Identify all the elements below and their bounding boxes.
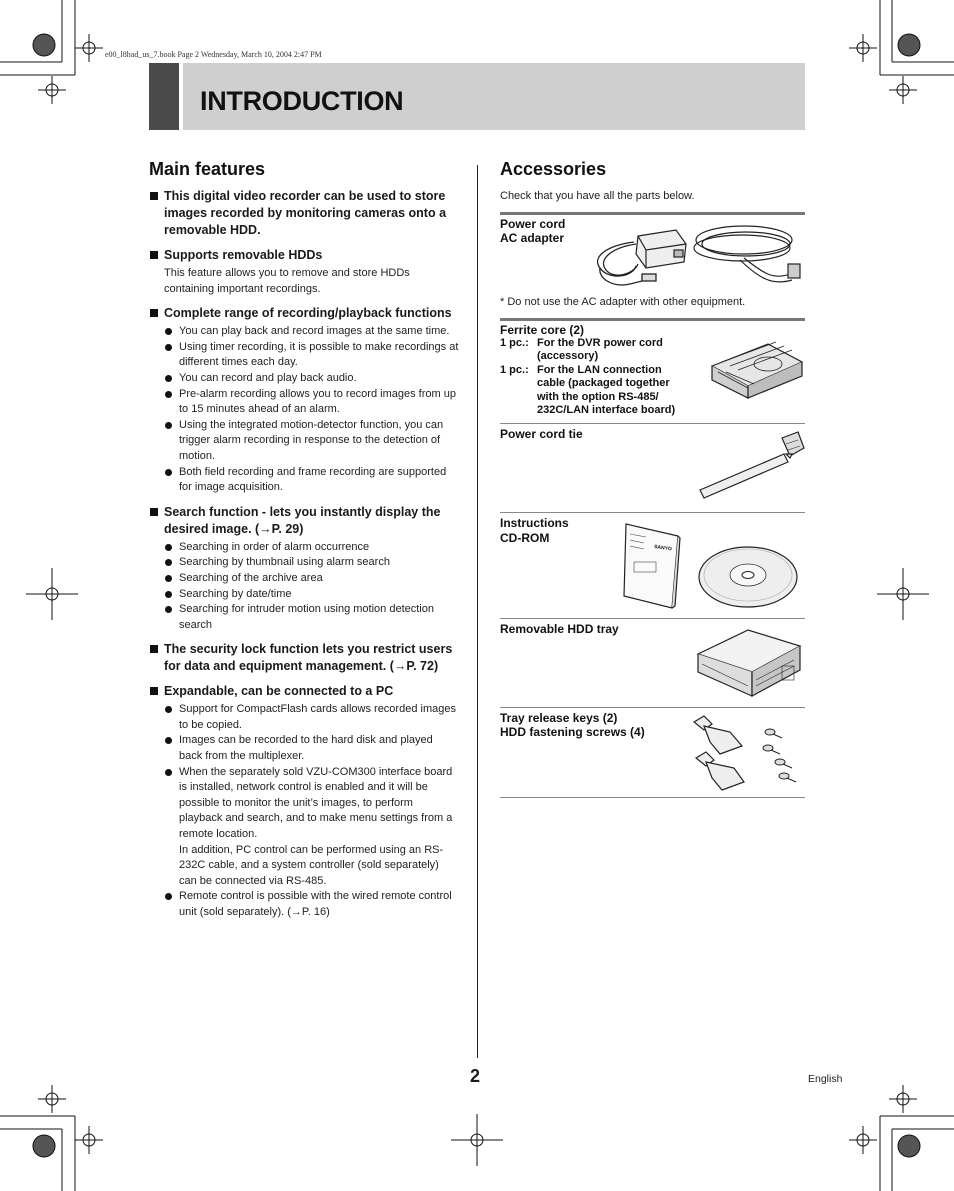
ferrite-core-label: Ferrite core (2) <box>500 323 585 337</box>
ac-adapter-label: AC adapter <box>500 231 565 245</box>
bullet-continuation: In addition, PC control can be performed using an RS-232C cable, and a system controller (sold separately) can be connected via RS-485. <box>179 843 444 887</box>
bullet-item: Images can be recorded to the hard disk and played back from the multiplexer. <box>164 733 459 764</box>
accessories-intro: Check that you have all the parts below. <box>500 190 695 202</box>
cd-rom-image <box>698 545 802 609</box>
column-divider <box>477 165 478 1058</box>
manual-booklet-image <box>622 522 680 610</box>
bullet-item: Searching for intruder motion using motion detection search <box>164 602 459 633</box>
booklet-brand: SANYO <box>653 544 673 553</box>
print-line: e00_l8had_us_7.book Page 2 Wednesday, March 10, 2004 2:47 PM <box>105 50 322 59</box>
hdd-screws-label: HDD fastening screws (4) <box>500 725 645 739</box>
tray-keys-label: Tray release keys (2) <box>500 711 618 725</box>
feature-heading: This digital video recorder can be used to store images recorded by monitoring cameras onto a removable HDD. <box>164 188 459 239</box>
main-features-list <box>149 188 459 929</box>
ferrite-pc2-desc: For the LAN connection cable (packaged together with the option RS-485/ 232C/LAN interface board) <box>537 364 676 416</box>
accessories-heading: Accessories <box>500 159 607 179</box>
feature-item <box>149 683 459 920</box>
feature-item <box>149 247 459 297</box>
feature-item <box>149 504 459 634</box>
feature-heading: The security lock function lets you restrict users for data and equipment management. (→P. 72) <box>164 641 459 675</box>
bullet-item: You can record and play back audio. <box>164 371 459 387</box>
bullet-item: Both field recording and frame recording are supported for image acquisition. <box>164 465 459 496</box>
bullet-item: Using timer recording, it is possible to make recordings at different times each day. <box>164 340 459 371</box>
keys-and-screws-image <box>690 712 806 792</box>
main-features-heading: Main features <box>149 159 266 179</box>
ferrite-pc2-key: 1 pc.: <box>500 364 529 376</box>
instructions-label: Instructions <box>500 516 569 530</box>
feature-item <box>149 305 459 496</box>
ferrite-pc1-key: 1 pc.: <box>500 337 529 349</box>
feature-heading: Complete range of recording/playback functions <box>164 305 459 322</box>
hdd-tray-image <box>694 626 806 702</box>
bullet-item: You can play back and record images at the same time. <box>164 324 459 340</box>
page-title: INTRODUCTION <box>200 86 404 116</box>
bullet-item: Pre-alarm recording allows you to record images from up to 15 minutes ahead of an alarm. <box>164 387 459 418</box>
feature-item <box>149 188 459 239</box>
language-label: English <box>808 1073 843 1085</box>
bullet-item: Support for CompactFlash cards allows recorded images to be copied. <box>164 702 459 733</box>
bullet-item: Searching by thumbnail using alarm search <box>164 555 459 571</box>
section-rule <box>500 512 805 513</box>
feature-heading: Expandable, can be connected to a PC <box>164 683 459 700</box>
adapter-note: * Do not use the AC adapter with other equipment. <box>500 296 746 308</box>
ferrite-pc1-desc: For the DVR power cord (accessory) <box>537 337 663 363</box>
feature-description: This feature allows you to remove and store HDDs containing important recordings. <box>164 267 410 295</box>
section-rule <box>500 212 805 215</box>
section-rule <box>500 797 805 798</box>
bullet-item: Searching in order of alarm occurrence <box>164 540 459 556</box>
hdd-tray-label: Removable HDD tray <box>500 622 619 636</box>
bullet-item: Searching by date/time <box>164 587 459 603</box>
feature-item <box>149 641 459 675</box>
section-rule <box>500 618 805 619</box>
section-rule <box>500 318 805 321</box>
bullet-item: Searching of the archive area <box>164 571 459 587</box>
power-cord-label: Power cord <box>500 217 566 231</box>
cd-rom-label: CD-ROM <box>500 531 550 545</box>
ferrite-core-image <box>708 336 806 400</box>
feature-heading: Search function - lets you instantly display the desired image. (→P. 29) <box>164 504 459 538</box>
bullet-item: When the separately sold VZU-COM300 interface board is installed, network control is enabled and it will be possible to monitor the unit’s images, to perform playback and search, and to make menu settings from a remote location. <box>164 765 459 843</box>
header-tab <box>149 63 179 130</box>
section-rule <box>500 707 805 708</box>
bullet-item: Using the integrated motion-detector function, you can trigger alarm recording in response to the detection of motion. <box>164 418 459 465</box>
power-cord-tie-label: Power cord tie <box>500 427 583 441</box>
bullet-item: Remote control is possible with the wired remote control unit (sold separately). (→P. 16) <box>164 889 459 920</box>
ac-adapter-image <box>594 222 806 292</box>
cord-tie-image <box>698 424 806 502</box>
feature-heading: Supports removable HDDs <box>164 247 459 264</box>
page-number: 2 <box>470 1066 481 1086</box>
